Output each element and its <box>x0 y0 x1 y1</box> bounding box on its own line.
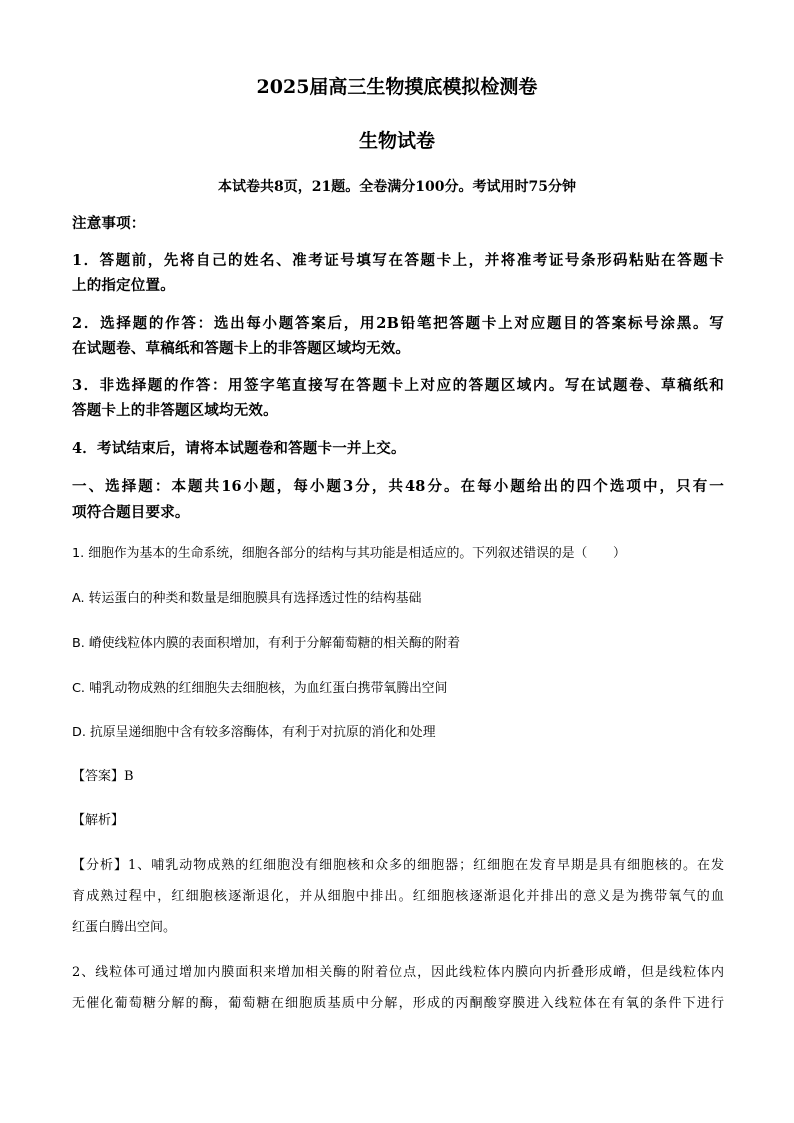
analysis-para-1-line-2: 育成熟过程中，红细胞核逐渐退化，并从细胞中排出。红细胞核逐渐退化并排出的意义是为携带氧气的血 <box>72 889 724 904</box>
analysis-para-2-line-2: 无催化葡萄糖分解的酶，葡萄糖在细胞质基质中分解，形成的丙酮酸穿膜进入线粒体在有氧的条件下进行 <box>72 996 724 1011</box>
question-1-stem: 1. 细胞作为基本的生命系统，细胞各部分的结构与其功能是相适应的。下列叙述错误的是（ ） <box>72 546 626 561</box>
answer-label: 【答案】B <box>72 769 134 784</box>
notice-item-2-line-1: 2．选择题的作答：选出每小题答案后，用2B铅笔把答题卡上对应题目的答案标号涂黑。写 <box>72 315 724 332</box>
analysis-para-2-line-1: 2、线粒体可通过增加内膜面积来增加相关酶的附着位点，因此线粒体内膜向内折叠形成嵴，但是线粒体内 <box>72 965 724 980</box>
section-heading-line-2: 项符合题目要求。 <box>72 504 190 521</box>
option-d: D. 抗原呈递细胞中含有较多溶酶体，有利于对抗原的消化和处理 <box>72 725 436 740</box>
analysis-para-1-line-3: 红蛋白腾出空间。 <box>72 920 177 935</box>
notice-item-1-line-1: 1．答题前，先将自己的姓名、准考证号填写在答题卡上，并将准考证号条形码粘贴在答题卡 <box>72 252 724 269</box>
option-b: B. 嵴使线粒体内膜的表面积增加，有利于分解葡萄糖的相关酶的附着 <box>72 636 461 651</box>
option-a: A. 转运蛋白的种类和数量是细胞膜具有选择透过性的结构基础 <box>72 591 422 606</box>
analysis-heading: 【解析】 <box>72 813 125 828</box>
notice-heading: 注意事项： <box>72 215 146 232</box>
notice-item-3-line-2: 答题卡上的非答题区域均无效。 <box>72 402 278 419</box>
notice-item-3-line-1: 3．非选择题的作答：用签字笔直接写在答题卡上对应的答题区域内。写在试题卷、草稿纸和 <box>72 377 724 394</box>
notice-item-4: 4．考试结束后，请将本试题卷和答题卡一并上交。 <box>72 440 406 457</box>
notice-item-2-line-2: 在试题卷、草稿纸和答题卡上的非答题区域均无效。 <box>72 340 411 357</box>
exam-info: 本试卷共8页，21题。全卷满分100分。考试用时75分钟 <box>218 179 576 195</box>
exam-title: 2025届高三生物摸底模拟检测卷 <box>256 76 538 98</box>
analysis-para-1-line-1: 【分析】1、哺乳动物成熟的红细胞没有细胞核和众多的细胞器；红细胞在发育早期是具有细胞核的。在发 <box>72 858 724 873</box>
subject-title: 生物试卷 <box>358 130 435 152</box>
section-heading-line-1: 一、选择题：本题共16小题，每小题3分，共48分。在每小题给出的四个选项中，只有一 <box>72 478 724 495</box>
notice-item-1-line-2: 上的指定位置。 <box>72 277 175 294</box>
option-c: C. 哺乳动物成熟的红细胞失去细胞核，为血红蛋白携带氧腾出空间 <box>72 681 448 696</box>
